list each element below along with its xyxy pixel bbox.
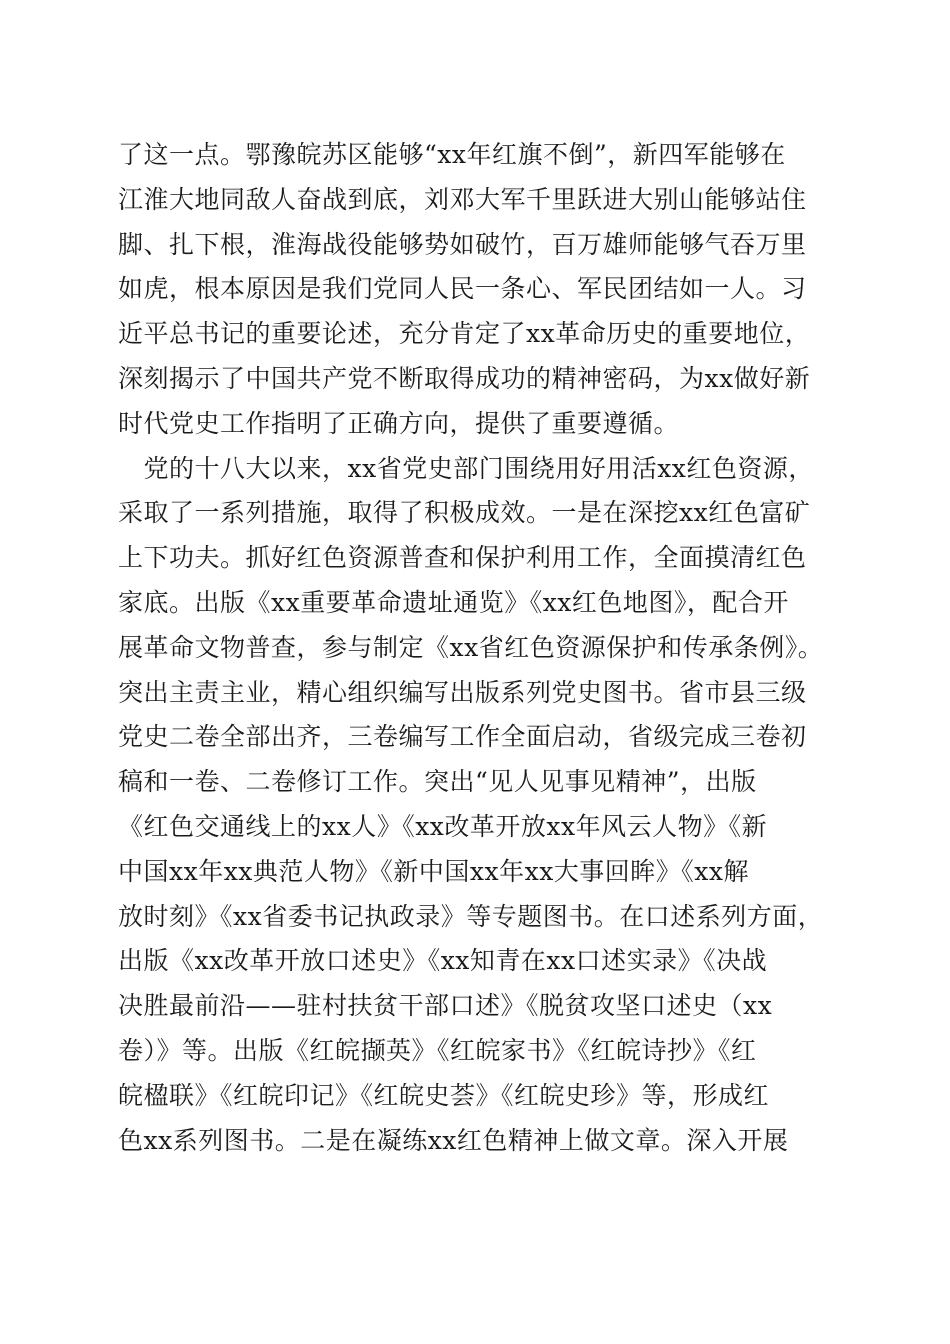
text-line: 出版《xx改革开放口述史》《xx知青在xx口述实录》《决战: [118, 946, 768, 976]
text-line: 色xx系列图书。二是在凝练xx红色精神上做文章。深入开展: [118, 1125, 789, 1155]
text-line: 突出主责主业，精心组织编写出版系列党史图书。省市县三级: [118, 677, 807, 707]
text-line: 党的十八大以来，xx省党史部门围绕用好用活xx红色资源，: [118, 453, 814, 483]
text-line: 中国xx年xx典范人物》《新中国xx年xx大事回眸》《xx解: [118, 856, 749, 886]
text-line: 如虎，根本原因是我们党同人民一条心、军民团结如一人。习: [118, 274, 807, 304]
text-line: 深刻揭示了中国共产党不断取得成功的精神密码，为xx做好新: [118, 363, 811, 393]
text-line: 稿和一卷、二卷修订工作。突出“见人见事见精神”，出版: [118, 767, 757, 797]
text-line: 放时刻》《xx省委书记执政录》等专题图书。在口述系列方面，: [118, 901, 824, 931]
text-line: 近平总书记的重要论述，充分肯定了xx革命历史的重要地位，: [118, 319, 811, 349]
text-line: 皖楹联》《红皖印记》《红皖史荟》《红皖史珍》等，形成红: [118, 1080, 770, 1110]
text-line: 采取了一系列措施，取得了积极成效。一是在深挖xx红色富矿: [118, 498, 811, 528]
body-text: [118, 133, 838, 1163]
text-line: 《红色交通线上的xx人》《xx改革开放xx年风云人物》《新: [118, 811, 768, 841]
text-line: 展革命文物普查，参与制定《xx省红色资源保护和传承条例》。: [118, 632, 824, 662]
text-line: 脚、扎下根，淮海战役能够势如破竹，百万雄师能够气吞万里: [118, 229, 807, 259]
text-line: 党史二卷全部出齐，三卷编写工作全面启动，省级完成三卷初: [118, 722, 807, 752]
text-line: 江淮大地同敌人奋战到底，刘邓大军千里跃进大别山能够站住: [118, 184, 807, 214]
text-line: 决胜最前沿——驻村扶贫干部口述》《脱贫攻坚口述史（xx: [118, 991, 773, 1021]
text-line: 时代党史工作指明了正确方向，提供了重要遵循。: [118, 408, 680, 438]
text-line: 家底。出版《xx重要革命遗址通览》《xx红色地图》，配合开: [118, 587, 789, 617]
text-line: 了这一点。鄂豫皖苏区能够“xx年红旗不倒”，新四军能够在: [118, 140, 786, 169]
text-line: 上下功夫。抓好红色资源普查和保护利用工作，全面摸清红色: [118, 543, 807, 573]
text-line: 卷）》等。出版《红皖撷英》《红皖家书》《红皖诗抄》《红: [118, 1035, 757, 1065]
